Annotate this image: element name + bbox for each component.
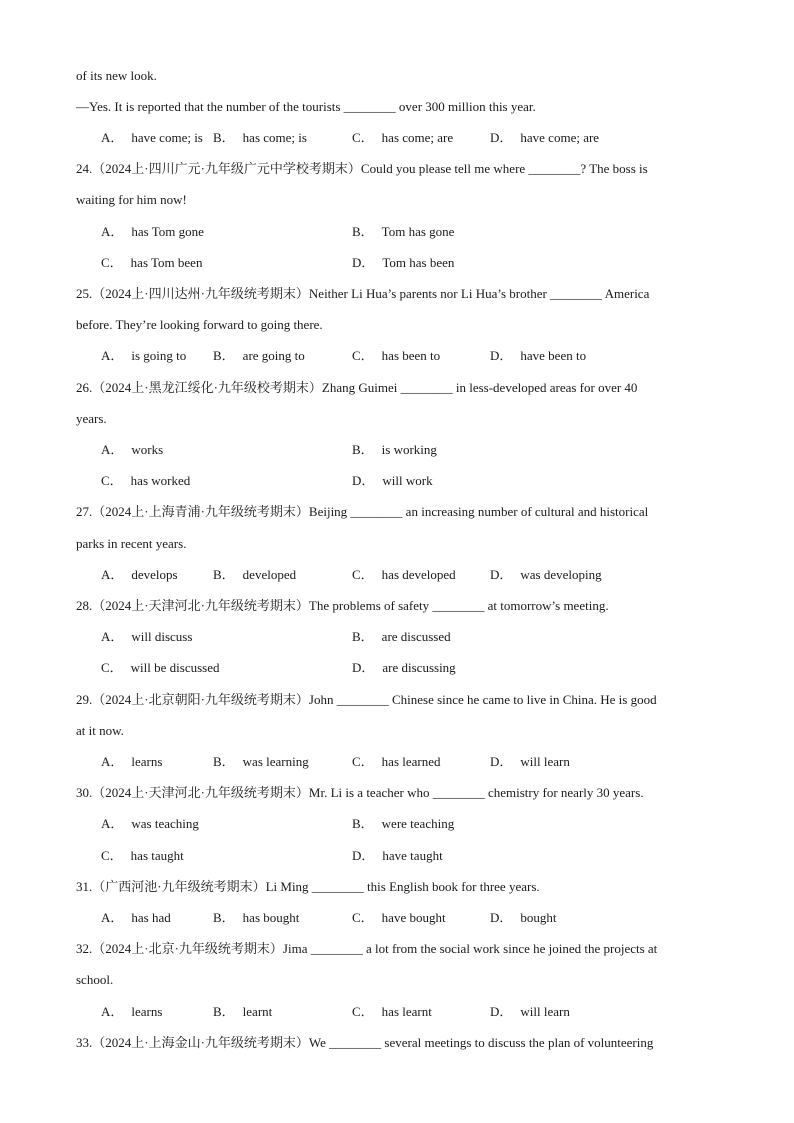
option-a: A． has had [101,910,171,925]
option-b: B． was learning [213,754,309,769]
text-line: parks in recent years. [76,536,187,551]
question-26: 26.（2024上·黑龙江绥化·九年级校考期末）Zhang Guimei ________ in less-developed areas for over 40 [76,380,638,395]
option-d: D． will learn [490,754,570,769]
option-a: A． learns [101,1004,163,1019]
option-a: A． works [101,442,164,457]
option-b: B． are going to [213,348,305,363]
text-line: years. [76,411,107,426]
question-25: 25.（2024上·四川达州·九年级统考期末）Neither Li Hua’s parents nor Li Hua’s brother ________ America [76,286,650,301]
option-c: C． has learnt [352,1004,432,1019]
option-d: D． bought [490,910,557,925]
option-a: A． was teaching [101,816,199,831]
option-b: B． has bought [213,910,300,925]
option-c: C． will be discussed [101,660,220,675]
option-b: B． were teaching [352,816,455,831]
option-c: C． has taught [101,848,184,863]
option-d: D． will work [352,473,433,488]
option-a: A． learns [101,754,163,769]
question-30: 30.（2024上·天津河北·九年级统考期末）Mr. Li is a teacher who ________ chemistry for nearly 30 years. [76,785,644,800]
text-line: before. They’re looking forward to going there. [76,317,323,332]
text-line: school. [76,972,114,987]
question-33: 33.（2024上·上海金山·九年级统考期末）We ________ several meetings to discuss the plan of volunteering [76,1035,654,1050]
option-b: B． developed [213,567,297,582]
option-d: D． have taught [352,848,443,863]
option-d: D． Tom has been [352,255,455,270]
question-27: 27.（2024上·上海青浦·九年级统考期末）Beijing ________ an increasing number of cultural and historical [76,504,649,519]
question-29: 29.（2024上·北京朝阳·九年级统考期末）John ________ Chinese since he came to live in China. He is good [76,692,657,707]
option-d: D． have come; are [490,130,600,145]
question-28: 28.（2024上·天津河北·九年级统考期末）The problems of safety ________ at tomorrow’s meeting. [76,598,609,613]
option-b: B． are discussed [352,629,451,644]
option-b: B． is working [352,442,437,457]
option-d: D． are discussing [352,660,456,675]
option-c: C． have bought [352,910,446,925]
option-a: A． is going to [101,348,187,363]
option-a: A． develops [101,567,178,582]
option-d: D． was developing [490,567,602,582]
option-b: B． has come; is [213,130,307,145]
option-a: A． will discuss [101,629,193,644]
question-32: 32.（2024上·北京·九年级统考期末）Jima ________ a lot from the social work since he joined the projects at [76,941,658,956]
text-line: at it now. [76,723,124,738]
option-a: A． have come; is [101,130,203,145]
text-line: of its new look. [76,68,157,83]
text-line: waiting for him now! [76,192,187,207]
option-c: C． has been to [352,348,441,363]
option-c: C． has worked [101,473,191,488]
option-a: A． has Tom gone [101,224,204,239]
option-c: C． has Tom been [101,255,203,270]
option-d: D． have been to [490,348,587,363]
option-b: B． Tom has gone [352,224,455,239]
text-line: —Yes. It is reported that the number of the tourists ________ over 300 million this year. [76,99,536,114]
option-c: C． has come; are [352,130,454,145]
option-c: C． has learned [352,754,441,769]
option-d: D． will learn [490,1004,570,1019]
option-b: B． learnt [213,1004,273,1019]
question-31: 31.（广西河池·九年级统考期末）Li Ming ________ this English book for three years. [76,879,540,894]
question-24: 24.（2024上·四川广元·九年级广元中学校考期末）Could you please tell me where ________? The boss is [76,161,648,176]
option-c: C． has developed [352,567,456,582]
